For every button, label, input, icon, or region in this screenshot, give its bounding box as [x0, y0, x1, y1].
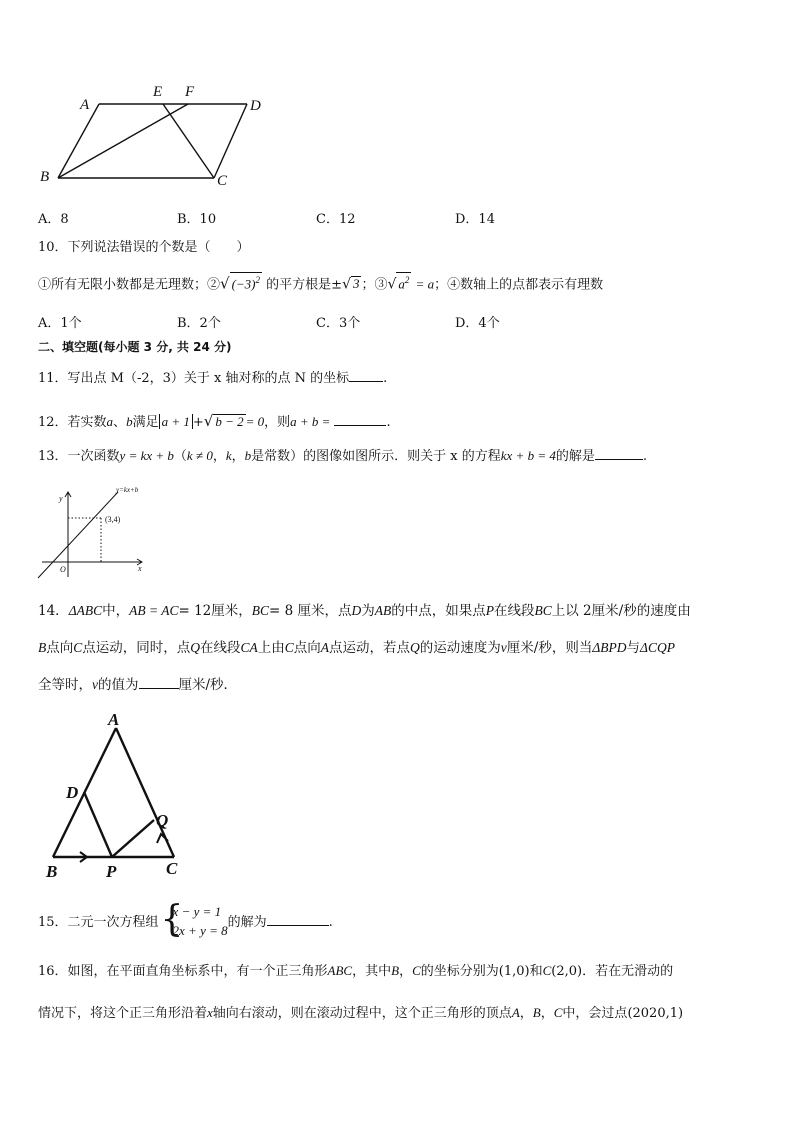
q9-option-d[interactable]: D．14: [455, 212, 495, 227]
segment-ec: [163, 104, 214, 178]
q15: 15．二元一次方程组 { x − y = 1 2x + y = 8 的解为 .: [38, 899, 333, 940]
q11-answer-blank[interactable]: [349, 369, 383, 382]
q10-s3-rhs: = a: [415, 276, 435, 292]
q14-answer-blank[interactable]: [139, 676, 179, 689]
q16-line2: 情况下，将这个正三角形沿着x轴向右滚动，则在滚动过程中，这个正三角形的顶点A，B，C中，会过点(2020,1): [38, 1005, 684, 1021]
graph-label-point: (3,4): [105, 515, 121, 524]
linear-function-graph: [34, 482, 154, 580]
segment-dp: [84, 792, 112, 857]
q10-s3: ；③: [361, 277, 388, 293]
q10-s4: ；④数轴上的点都表示有理数: [434, 277, 604, 293]
q13-answer-blank[interactable]: [595, 447, 643, 460]
q14-line1: 14．ΔABC中，AB = AC= 12厘米，BC= 8 厘米，点D为AB的中点，如果点P在线段BC上以 2厘米/秒的速度由: [38, 603, 691, 619]
q9-options: [38, 208, 594, 227]
q11: 11．写出点 M（-2，3）关于 x 轴对称的点 N 的坐标 .: [38, 371, 388, 386]
q15-eq1: x − y = 1: [172, 904, 222, 919]
label-e: E: [153, 84, 163, 100]
q14-line2: B点向C点运动，同时，点Q在线段CA上由C点向A点运动，若点Q的运动速度为v厘米/秒，则当ΔBPD与ΔCQP: [38, 640, 675, 656]
q13: 13．一次函数y = kx + b（k ≠ 0，k，b是常数）的图像如图所示．则关于 x 的方程kx + b = 4的解是 .: [38, 448, 647, 464]
graph-label-origin: O: [60, 565, 66, 574]
segment-bf: [58, 104, 188, 178]
parallelogram-figure: [36, 78, 276, 190]
q10-option-a[interactable]: A．1个: [38, 316, 82, 331]
q9-option-b[interactable]: B．10: [177, 212, 217, 227]
q10-option-d[interactable]: D．4个: [455, 316, 500, 331]
tri-label-b: B: [46, 862, 58, 881]
q15-eq2: 2x + y = 8: [172, 923, 228, 938]
q10-options: [38, 312, 594, 331]
tri-label-p: P: [106, 862, 117, 881]
q10-option-b[interactable]: B．2个: [177, 316, 221, 331]
section-fill-in-heading: 二、填空题(每小题 3 分, 共 24 分): [38, 340, 232, 354]
function-line: [38, 492, 118, 578]
q12: 12．若实数a、b满足 a + 1 +√ b − 2 = 0，则a + b = .: [38, 412, 391, 430]
tri-label-c: C: [166, 859, 178, 878]
graph-label-x: x: [138, 564, 142, 573]
q10-sqrt: $(-3)^2$: [230, 272, 262, 291]
q10-statements: ①所有无限小数都是无理数；②√ $(-3)^2$ 的平方根是±√ 3 ；③√ $a^2 = a$；④数轴上的点都表示有理数: [38, 272, 603, 294]
q9-option-c[interactable]: C．12: [316, 212, 356, 227]
q10-s1: ①所有无限小数都是无理数；②: [38, 277, 221, 293]
triangle-figure: [36, 708, 196, 888]
tri-label-d: D: [66, 783, 79, 802]
q10-option-c[interactable]: C．3个: [316, 316, 361, 331]
q9-option-a[interactable]: A．8: [38, 212, 69, 227]
graph-label-line: y=kx+b: [116, 486, 139, 494]
q10-stem: 10．下列说法错误的个数是（ ）: [38, 240, 250, 255]
q10-s2: 的平方根是±: [266, 277, 343, 293]
q14-line3: 全等时，v的值为 厘米/秒．: [38, 677, 238, 693]
segment-dc: [214, 104, 247, 178]
label-a: A: [80, 97, 90, 113]
q15-answer-blank[interactable]: [267, 913, 329, 926]
tri-label-a: A: [108, 710, 120, 729]
q12-answer-blank[interactable]: [334, 413, 386, 426]
label-b: B: [40, 169, 50, 185]
tri-label-q: Q: [156, 811, 169, 830]
graph-label-y: y: [59, 494, 63, 503]
label-f: F: [185, 84, 195, 100]
q16-line1: 16．如图，在平面直角坐标系中，有一个正三角形ABC，其中B，C的坐标分别为(1,0)和C(2,0)．若在无滑动的: [38, 963, 674, 979]
label-c: C: [217, 173, 228, 189]
label-d: D: [250, 98, 261, 114]
segment-pq: [112, 820, 154, 857]
